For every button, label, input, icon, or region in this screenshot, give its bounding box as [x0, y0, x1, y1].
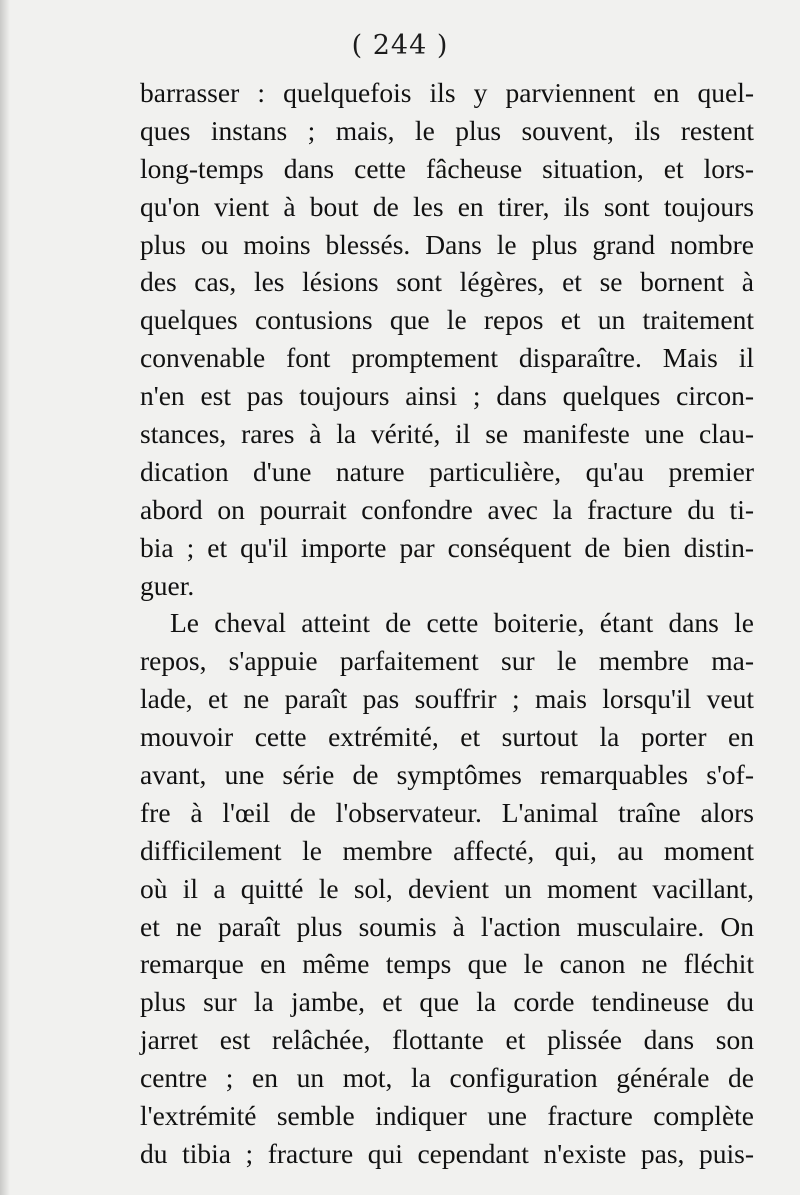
- text-line: et ne paraît plus soumis à l'action musculaire. On: [140, 910, 754, 942]
- text-line: des cas, les lésions sont légères, et se bornent à: [140, 266, 754, 298]
- text-line: plus ou moins blessés. Dans le plus grand nombre: [140, 228, 754, 260]
- paragraph-1: [140, 74, 754, 604]
- text-line: remarque en même temps que le canon ne fléchit: [140, 948, 754, 980]
- text-line: quelques contusions que le repos et un traitement: [140, 304, 754, 336]
- text-line: barrasser : quelquefois ils y parviennent en quel-: [140, 77, 754, 108]
- text-line: centre ; en un mot, la configuration générale de: [140, 1062, 754, 1094]
- text-line: avant, une série de symptômes remarquables s'of-: [140, 759, 754, 791]
- text-line: bia ; et qu'il importe par conséquent de bien distin-: [140, 531, 754, 563]
- text-line: qu'on vient à bout de les en tirer, ils sont toujours: [140, 190, 754, 222]
- text-line: fre à l'œil de l'observateur. L'animal traîne alors: [140, 796, 754, 828]
- text-line: stances, rares à la vérité, il se manifeste une clau-: [140, 418, 754, 450]
- text-line: abord on pourrait confondre avec la fracture du ti-: [140, 493, 754, 525]
- text-line: n'en est pas toujours ainsi ; dans quelques circon-: [140, 380, 754, 412]
- text-line: Le cheval atteint de cette boiterie, étant dans le: [170, 607, 754, 639]
- text-line: long-temps dans cette fâcheuse situation, et lors-: [140, 152, 754, 184]
- text-line: dication d'une nature particulière, qu'au premier: [140, 455, 754, 487]
- body-text: [140, 74, 754, 1173]
- page-number: ( 244 ): [351, 30, 449, 61]
- paragraph-2: [140, 604, 754, 1172]
- text-line: jarret est relâchée, flottante et plissée dans son: [140, 1024, 754, 1056]
- text-line: l'extrémité semble indiquer une fracture complète: [140, 1100, 754, 1132]
- page-edge-shadow: [0, 0, 10, 1195]
- text-line: difficilement le membre affecté, qui, au moment: [140, 834, 754, 866]
- text-line: repos, s'appuie parfaitement sur le membre ma-: [140, 645, 754, 677]
- text-line: guer.: [140, 569, 195, 601]
- text-line: plus sur la jambe, et que la corde tendineuse du: [140, 986, 754, 1018]
- text-line: convenable font promptement disparaître. Mais il: [140, 342, 754, 374]
- text-line: mouvoir cette extrémité, et surtout la porter en: [140, 721, 754, 753]
- text-line: ques instans ; mais, le plus souvent, ils restent: [140, 114, 754, 146]
- text-line: du tibia ; fracture qui cependant n'existe pas, puis-: [140, 1137, 754, 1169]
- text-line: lade, et ne paraît pas souffrir ; mais lorsqu'il veut: [140, 683, 754, 715]
- text-line: où il a quitté le sol, devient un moment vacillant,: [140, 872, 754, 904]
